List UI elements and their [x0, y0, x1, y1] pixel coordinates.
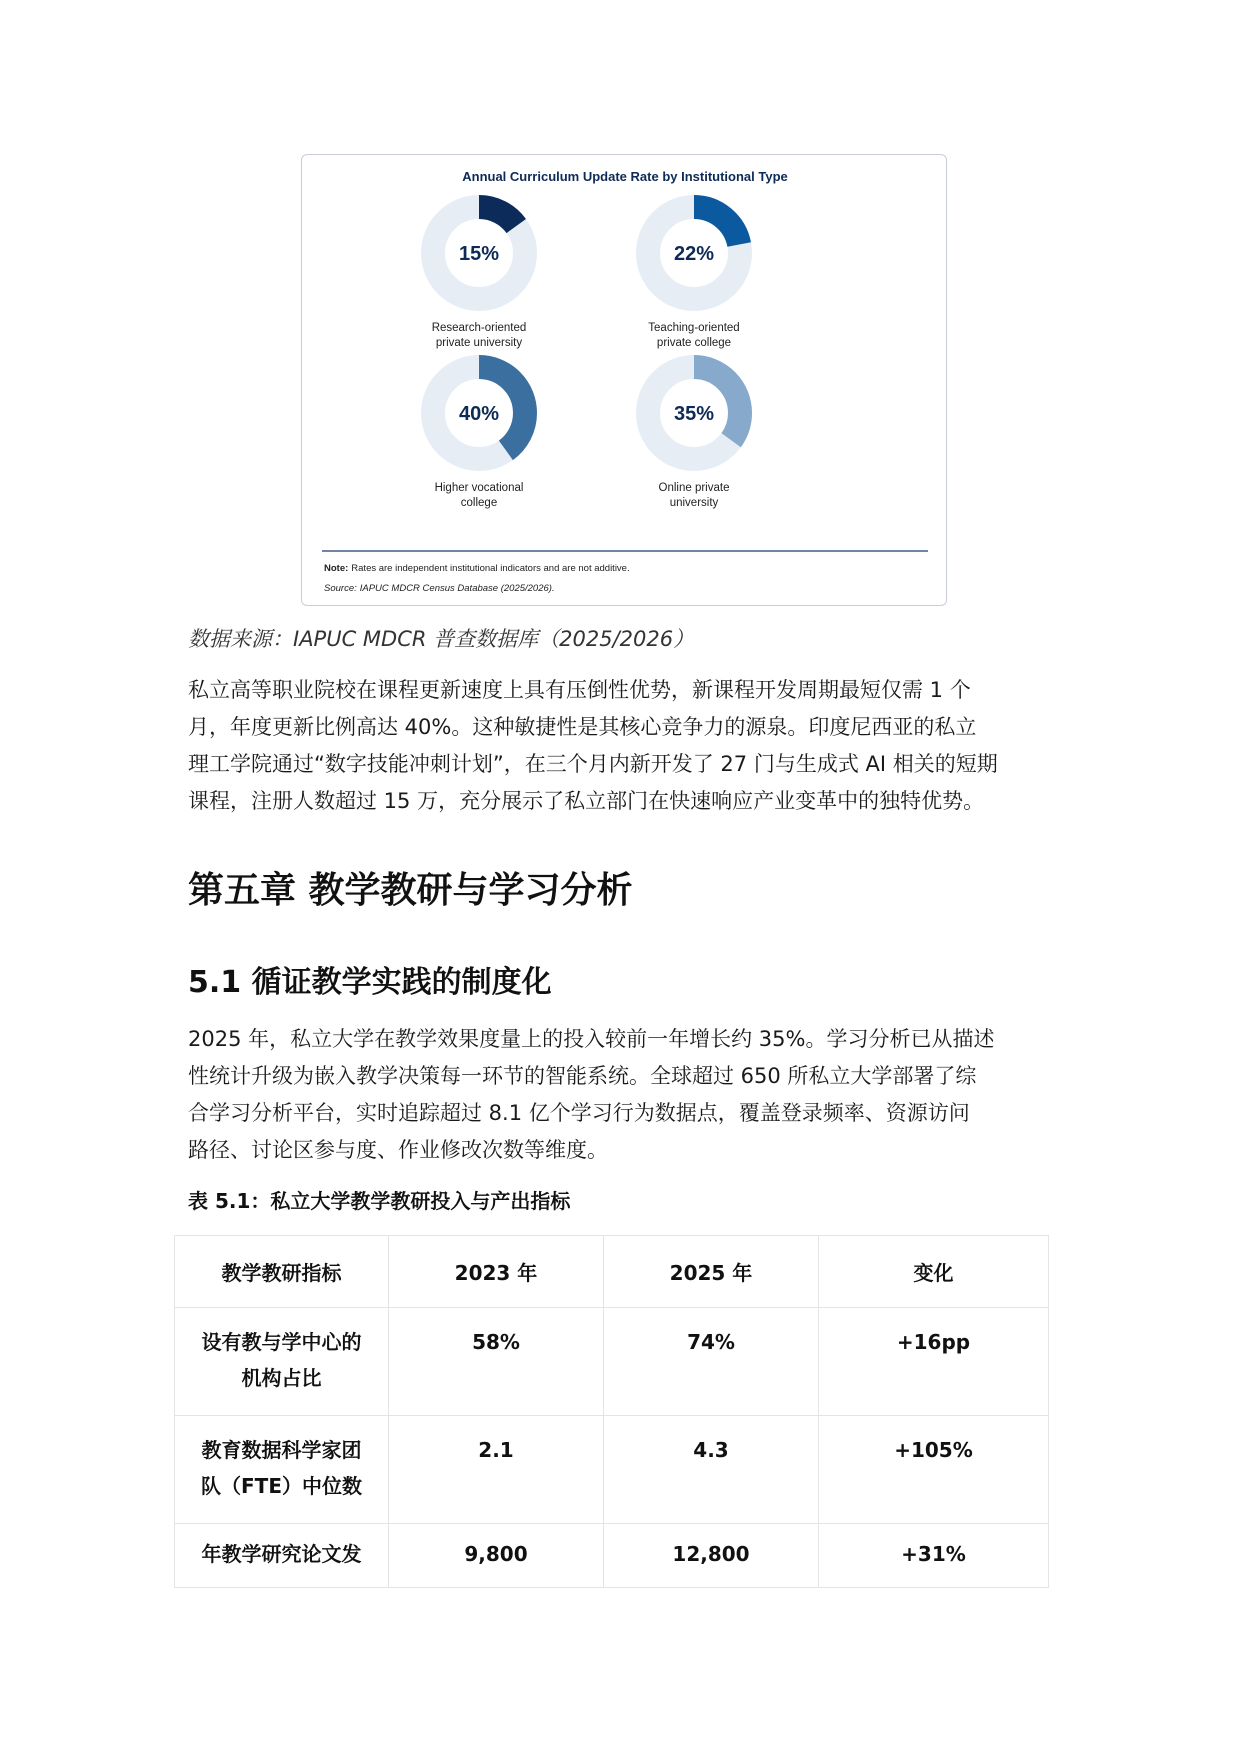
metric-line: 年教学研究论文发 [201, 1542, 362, 1566]
donut-1 [432, 207, 527, 349]
section-heading: 5.1 循证教学实践的制度化 [188, 965, 552, 1000]
donut-value-label: 22% [673, 243, 715, 265]
donut-category-label: Higher vocational [434, 482, 524, 494]
paragraph-line: 月，年度更新比例高达 40%。这种敏捷性是其核心竞争力的源泉。印度尼西亚的私立 [188, 715, 977, 739]
table-header-cell: 教学教研指标 [175, 1236, 389, 1308]
donut-2 [648, 207, 740, 349]
table-header-cell: 2023 年 [389, 1236, 604, 1308]
metric-line: 队（FTE）中位数 [201, 1474, 362, 1498]
donut-category-label: private university [435, 337, 523, 349]
table-row [175, 1308, 1049, 1416]
table-header-row [175, 1236, 1049, 1308]
metrics-table [174, 1235, 1049, 1588]
table-cell-metric [175, 1308, 389, 1416]
chart-title: Annual Curriculum Update Rate by Institutional Type [462, 169, 788, 184]
table-cell-2025: 4.3 [604, 1416, 819, 1524]
chapter-heading: 第五章 教学教研与学习分析 [188, 870, 633, 911]
paragraph-learning-analytics [188, 1021, 1058, 1169]
donut-category-label: private college [656, 337, 732, 349]
paragraph-line: 合学习分析平台，实时追踪超过 8.1 亿个学习行为数据点，覆盖登录频率、资源访问 [188, 1101, 970, 1125]
donut-3 [433, 367, 525, 509]
donut-value-label: 35% [673, 403, 715, 425]
table-header-cell: 变化 [819, 1236, 1049, 1308]
paragraph-line: 2025 年，私立大学在教学效果度量上的投入较前一年增长约 35%。学习分析已从描述 [188, 1027, 995, 1051]
table-cell-change: +16pp [819, 1308, 1049, 1416]
paragraph-line: 理工学院通过“数字技能冲刺计划”，在三个月内新开发了 27 门与生成式 AI 相关的短期 [188, 752, 998, 776]
table-cell-metric [175, 1416, 389, 1524]
donut-value-label: 15% [458, 243, 500, 265]
paragraph-line: 私立高等职业院校在课程更新速度上具有压倒性优势，新课程开发周期最短仅需 1 个 [188, 678, 971, 702]
figure-caption: 数据来源：IAPUC MDCR 普查数据库（2025/2026） [188, 627, 695, 651]
donut-category-label: college [460, 497, 498, 509]
table-row [175, 1416, 1049, 1524]
chart-note: Note: Rates are independent institutional indicators and are not additive. [324, 563, 630, 574]
paragraph-line: 路径、讨论区参与度、作业修改次数等维度。 [188, 1138, 608, 1162]
metric-line: 设有教与学中心的 [201, 1330, 362, 1354]
donut-4 [648, 367, 740, 509]
metric-line: 教育数据科学家团 [201, 1438, 362, 1462]
table-cell-2023: 58% [389, 1308, 604, 1416]
table-cell-2025: 74% [604, 1308, 819, 1416]
table-cell-change: +31% [819, 1524, 1049, 1588]
table-header-cell: 2025 年 [604, 1236, 819, 1308]
metric-line: 机构占比 [241, 1366, 322, 1390]
table-cell-change: +105% [819, 1416, 1049, 1524]
paragraph-line: 性统计升级为嵌入教学决策每一环节的智能系统。全球超过 650 所私立大学部署了综 [188, 1064, 977, 1088]
donut-value-label: 40% [458, 403, 500, 425]
table-cell-metric [175, 1524, 389, 1588]
table-title: 表 5.1：私立大学教学教研投入与产出指标 [188, 1189, 571, 1213]
table-cell-2025: 12,800 [604, 1524, 819, 1588]
table-cell-2023: 2.1 [389, 1416, 604, 1524]
donut-category-label: Teaching-oriented [648, 322, 740, 334]
table-cell-2023: 9,800 [389, 1524, 604, 1588]
paragraph-line: 课程，注册人数超过 15 万，充分展示了私立部门在快速响应产业变革中的独特优势。 [188, 789, 985, 813]
donut-category-label: Research-oriented [431, 322, 527, 334]
chart-figure [301, 154, 947, 606]
donut-category-label: university [669, 497, 719, 509]
table-row [175, 1524, 1049, 1588]
donut-chart-svg [302, 155, 948, 607]
paragraph-vocational-agility [188, 672, 1058, 820]
chart-source: Source: IAPUC MDCR Census Database (2025/2026). [324, 583, 555, 594]
donut-category-label: Online private [658, 482, 730, 494]
